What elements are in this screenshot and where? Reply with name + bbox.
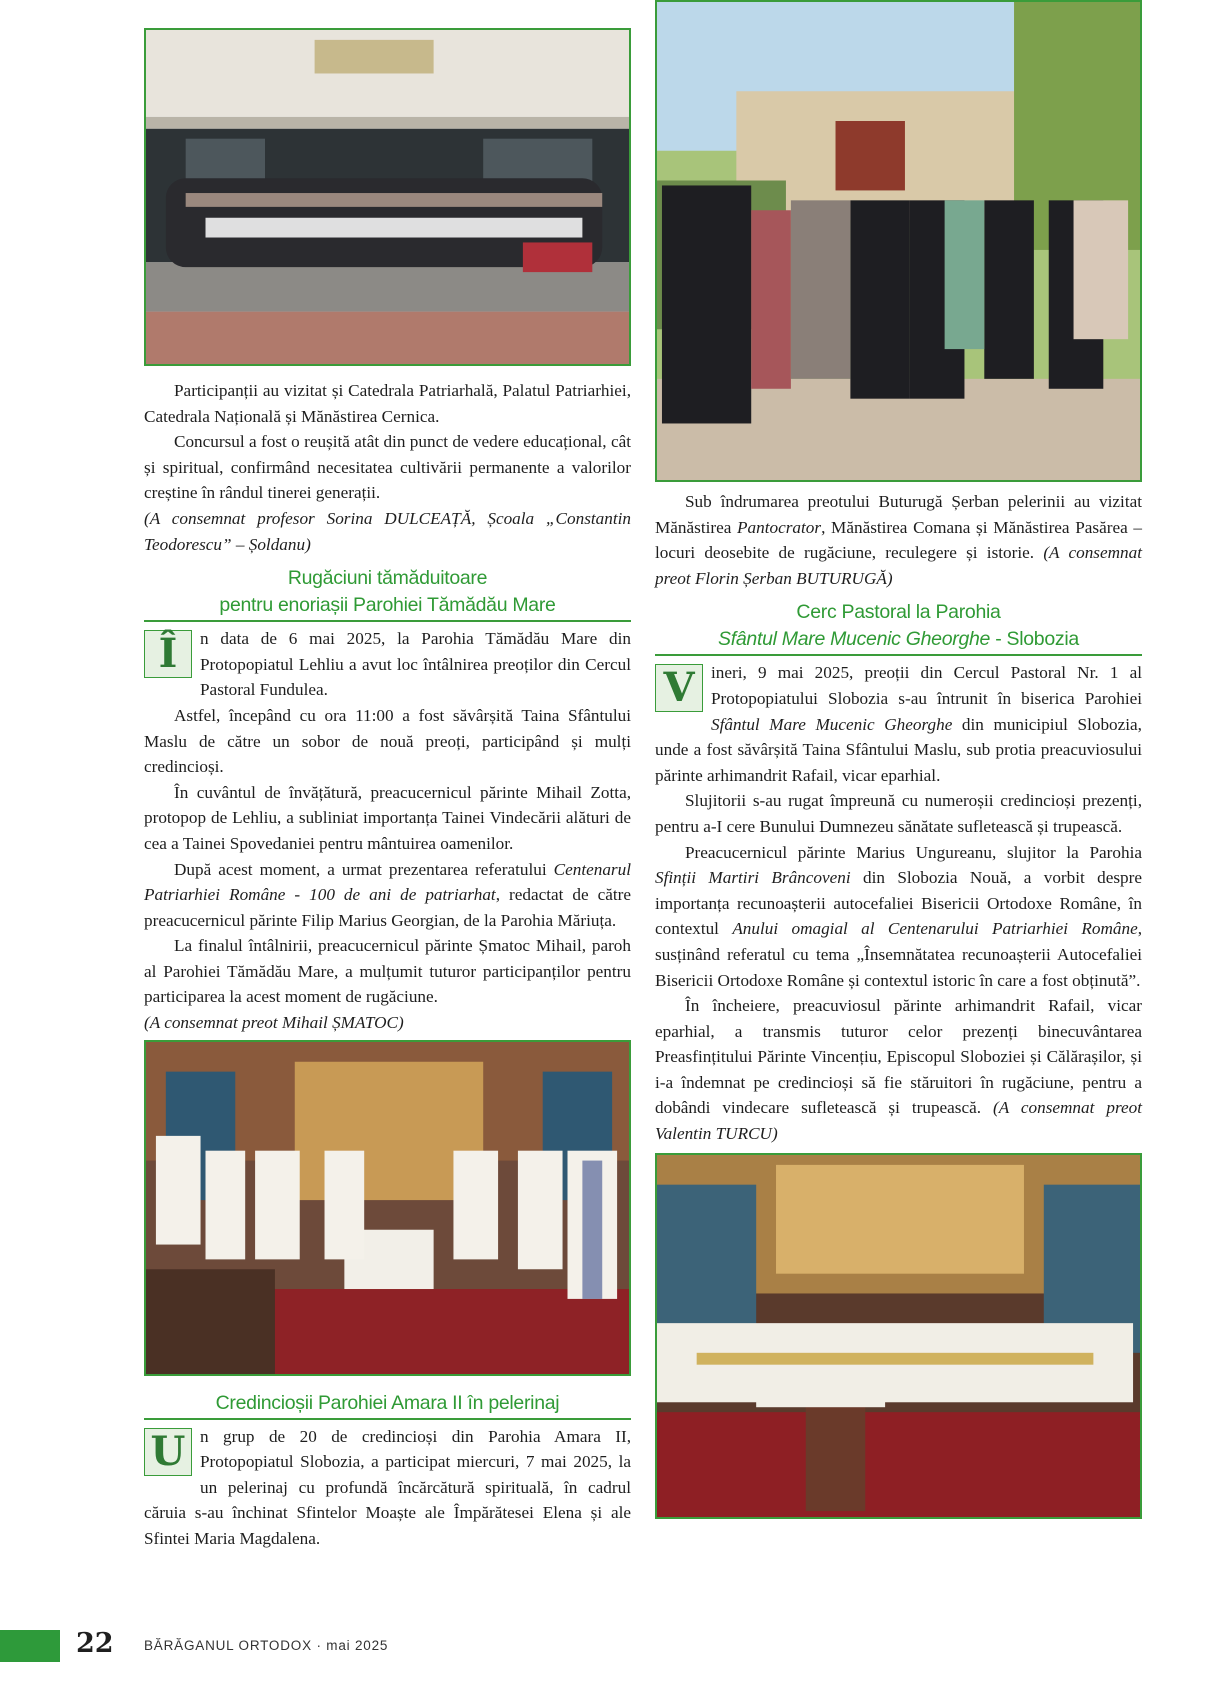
heading-rule <box>655 654 1142 656</box>
drop-cap: V <box>655 664 703 712</box>
heading-text: - Slobozia <box>990 628 1079 651</box>
section-heading <box>655 599 1142 653</box>
paragraph: Concursul a fost o reușită atât din punct de vedere educațional, cât și spiritual, confirmând necesitatea cultivării permanente a valorilor creștine în rândul tinerei generații. <box>144 432 631 503</box>
italic-title: Sfântul Mare Mucenic Gheorghe <box>711 714 953 734</box>
text: , Mănăstirea Comana și Mănăstirea Pasărea – locuri deosebite de rugăciune, reculegere și istorie. <box>655 517 1143 563</box>
paragraph <box>655 840 1142 994</box>
paragraph <box>655 489 1142 591</box>
author-credit: (A consemnat preot Mihail ȘMATOC) <box>144 1013 404 1033</box>
text: În încheiere, preacuviosul părinte arhimandrit Rafail, vicar eparhial, a transmis tuturor celor prezenți binecuvântarea Preasfințitului Părinte Vincențiu, Episcopul Sloboziei și Călărașilor, și i-a îndemnat pe credincioși să fie stăruitori în rugăciune, pentru a dobândi vindecare sufletească și trupească. <box>655 996 1142 1118</box>
heading-line: pentru enoriașii Parohiei Tămădău Mare <box>219 594 556 617</box>
church-service-photo <box>144 1040 631 1376</box>
section-heading: Credincioșii Parohiei Amara II în pelerinaj <box>215 1391 560 1414</box>
section-heading <box>144 565 631 619</box>
footer-accent-bar <box>0 1630 60 1662</box>
paragraph <box>144 857 631 934</box>
pilgrims-group-photo <box>655 0 1142 482</box>
right-column <box>655 0 1142 1519</box>
author-credit: (A consemnat profesor Sorina DULCEAȚĂ, Școala „Constantin Teodorescu” – Șoldanu) <box>144 508 631 554</box>
text: din municipiul Slobozia, unde a fost săvârșită Taina Sfântului Maslu, sub protia preacuviosului părinte arhimandrit Rafail, vicar eparhial. <box>655 714 1142 785</box>
author-credit: (A consemnat preot Florin Șerban BUTURUGĂ) <box>655 543 1143 588</box>
paragraph <box>144 626 631 703</box>
italic-title: Sfinții Martiri Brâncoveni <box>655 868 851 888</box>
paragraph: Participanții au vizitat și Catedrala Patriarhală, Palatul Patriarhiei, Catedrala Națională și Mănăstirea Cernica. <box>144 381 631 426</box>
paragraph: În cuvântul de învățătură, preacucernicul părinte Mihail Zotta, protopop de Lehliu, a subliniat importanța Tainei Vindecării alături de cea a Tainei Spovedaniei pentru mântuirea oamenilor. <box>144 782 631 853</box>
heading-line: Cerc Pastoral la Parohia <box>796 601 1001 624</box>
heading-rule <box>144 620 631 622</box>
school-group-photo <box>144 28 631 366</box>
paragraph <box>655 660 1142 788</box>
paragraph: La finalul întâlnirii, preacucernicul părinte Șmatoc Mihail, paroh al Parohiei Tămădău Mare, a mulțumit tuturor participanților pentru participarea la acest moment de rugăciune. <box>144 936 631 1007</box>
text: După acest moment, a urmat prezentarea referatului <box>174 859 554 879</box>
drop-cap: Î <box>144 630 192 678</box>
italic-title: Centenarul Patriarhiei Române - 100 de ani de patriarhat <box>144 859 631 905</box>
heading-line: Rugăciuni tămăduitoare <box>287 567 488 590</box>
text: , susținând referatul cu tema „Însemnătatea recunoașterii Autocefaliei Bisericii Ortodoxe Române și contextul istoric în care a fost obținută”. <box>655 919 1142 990</box>
page-number: 22 <box>76 1628 114 1659</box>
heading-rule <box>144 1418 631 1420</box>
paragraph <box>655 993 1142 1147</box>
left-column <box>144 28 631 1552</box>
author-credit: (A consemnat preot Valentin TURCU) <box>655 1098 1142 1144</box>
text: , redactat de către preacucernicul părinte Filip Marius Georgian, de la Parohia Măriuța. <box>144 885 631 930</box>
paragraph <box>144 1424 631 1552</box>
text: Preacucernicul părinte Marius Ungureanu, slujitor la Parohia <box>685 842 1142 862</box>
paragraph-text: n data de 6 mai 2025, la Parohia Tămădău Mare din Protopopiatul Lehliu a avut loc întâlnirea preoților din Cercul Pastoral Fundulea. <box>200 629 631 700</box>
paragraph-text: n grup de 20 de credincioși din Parohia Amara II, Protopopiatul Slobozia, a participat miercuri, 7 mai 2025, la un pelerinaj cu profundă încărcătură spirituală, în cadrul căruia s-au închinat Sfintelor Moaște ale Împărătesei Elena și ale Sfintei Maria Magdalena. <box>144 1426 631 1549</box>
italic-title: Anului omagial al Centenarului Patriarhiei Române <box>732 919 1138 939</box>
paragraph: Astfel, începând cu ora 11:00 a fost săvârșită Taina Sfântului Maslu de către un sobor de nouă preoți, participând și mulți credincioși. <box>144 705 631 777</box>
text: ineri, 9 mai 2025, preoții din Cercul Pastoral Nr. 1 al Protopopiatului Slobozia s-au întrunit în biserica Parohiei <box>711 663 1142 708</box>
drop-cap: U <box>144 1428 192 1476</box>
paragraph: Slujitorii s-au rugat împreună cu numeroșii credincioși prezenți, pentru a-I cere Bunului Dumnezeu sănătate sufletească și trupească. <box>655 791 1142 836</box>
church-maslu-photo <box>655 1153 1142 1519</box>
heading-italic: Sfântul Mare Mucenic Gheorghe <box>718 628 991 651</box>
heading-line <box>655 626 1142 653</box>
text: din Slobozia Nouă, a vorbit despre importanța recunoașterii autocefaliei Bisericii Ortodoxe Române, în contextul <box>655 868 1142 939</box>
text: Sub îndrumarea preotului Buturugă Șerban pelerinii au vizitat Mănăstirea <box>655 492 1142 537</box>
publication-title: BĂRĂGANUL ORTODOX · mai 2025 <box>144 1638 389 1653</box>
italic-title: Pantocrator <box>737 517 822 537</box>
